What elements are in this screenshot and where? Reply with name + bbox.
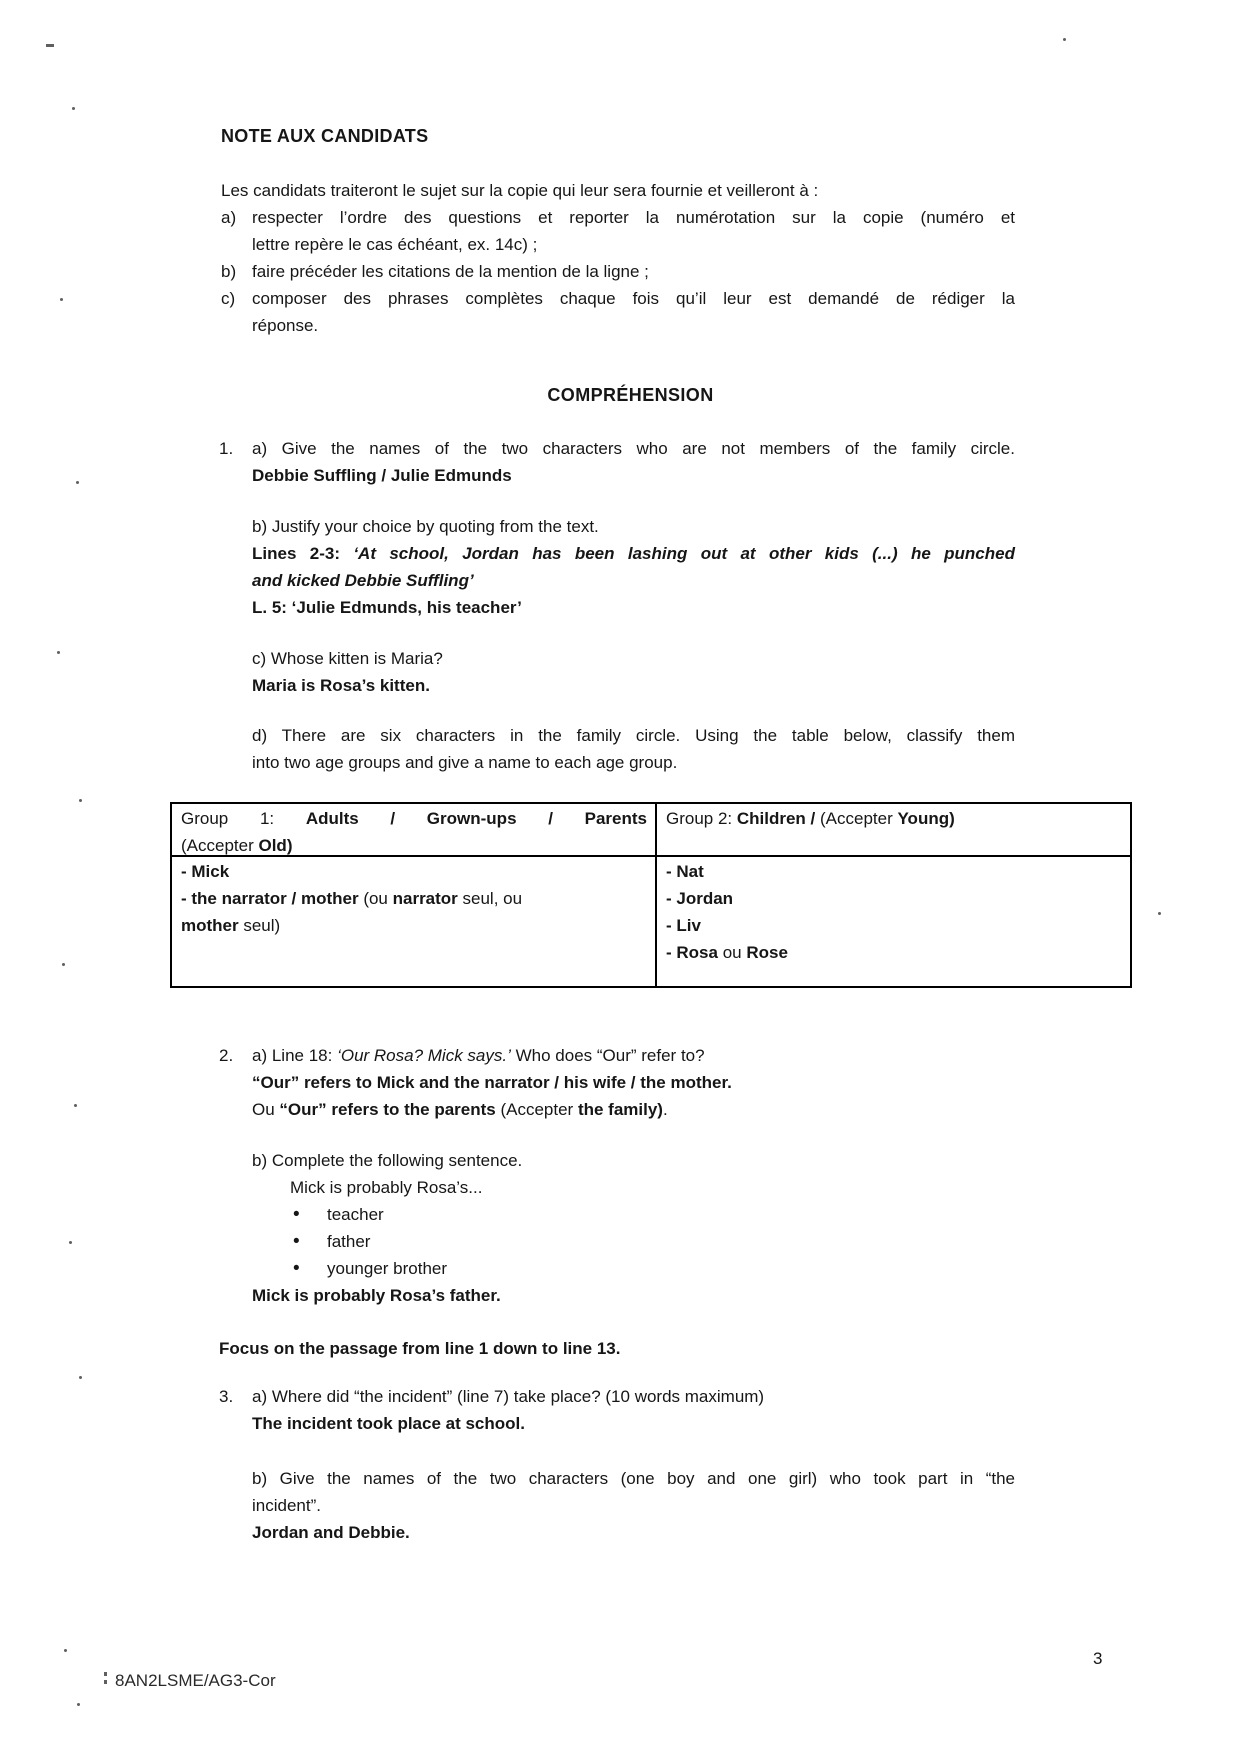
q2a-answer-line1: “Our” refers to Mick and the narrator / his wife / the mother. xyxy=(252,1073,732,1092)
q2b-question: b) Complete the following sentence. xyxy=(252,1151,523,1170)
group2-row: - Rosa ou Rose xyxy=(666,943,788,962)
note-item-c xyxy=(221,285,1015,339)
question-3-number: 3. xyxy=(219,1387,234,1406)
note-title: NOTE AUX CANDIDATS xyxy=(221,126,429,146)
question-2-number: 2. xyxy=(219,1046,234,1065)
q1a-question: a) Give the names of the two characters who are not members of the family circle. xyxy=(252,439,1015,458)
scan-speck xyxy=(46,44,54,47)
group1-row: mother seul) xyxy=(181,916,281,935)
note-item-a-line1: respecter l’ordre des questions et reporter la numérotation sur la copie (numéro et xyxy=(252,208,1015,227)
q3a-question: a) Where did “the incident” (line 7) take place? (10 words maximum) xyxy=(252,1387,765,1406)
question-1-number: 1. xyxy=(219,439,234,458)
group2-row: - Nat xyxy=(666,862,704,881)
scan-speck xyxy=(64,1649,67,1652)
group1-header-line1: Group 1: Adults / Grown-ups / Parents xyxy=(181,809,647,828)
note-item-c-line1: composer des phrases complètes chaque fois qu’il leur est demandé de rédiger la xyxy=(252,289,1015,308)
question-1 xyxy=(219,435,1015,776)
q1a-answer: Debbie Suffling / Julie Edmunds xyxy=(252,466,512,485)
q1c-question: c) Whose kitten is Maria? xyxy=(252,649,443,668)
scan-speck xyxy=(79,1376,82,1379)
scan-speck xyxy=(62,963,65,966)
scan-speck xyxy=(104,1680,107,1684)
note-item-c-label: c) xyxy=(221,289,236,308)
note-aux-candidats-section xyxy=(221,123,1015,339)
q2b-answer: Mick is probably Rosa’s father. xyxy=(252,1286,501,1305)
scan-speck xyxy=(1158,912,1161,915)
table-header-group1 xyxy=(172,804,657,857)
scan-speck xyxy=(104,1672,107,1676)
note-item-b xyxy=(221,258,1015,285)
q2b-option-teacher: • teacher xyxy=(293,1201,1015,1228)
q2a-answer-line2: Ou “Our” refers to the parents (Accepter the family). xyxy=(252,1100,668,1119)
scan-speck xyxy=(79,799,82,802)
q3b-question-line1: b) Give the names of the two characters (one boy and one girl) who took part in “the xyxy=(252,1469,1015,1488)
q2b-lead-in: Mick is probably Rosa’s... xyxy=(290,1178,483,1197)
page-number: 3 xyxy=(1093,1649,1103,1668)
q1d-question-line2: into two age groups and give a name to each age group. xyxy=(252,753,678,772)
question-3 xyxy=(219,1383,1015,1546)
section-title: COMPRÉHENSION xyxy=(547,385,714,405)
scan-speck xyxy=(60,298,63,301)
group2-row: - Jordan xyxy=(666,889,734,908)
table-body-group2 xyxy=(657,857,1130,986)
q1b-question: b) Justify your choice by quoting from the text. xyxy=(252,517,599,536)
table-header-group2 xyxy=(657,804,1130,857)
table-body-group1 xyxy=(172,857,657,986)
note-item-b-label: b) xyxy=(221,262,237,281)
q3b-question-line2: incident”. xyxy=(252,1496,321,1515)
q1d-question-line1: d) There are six characters in the family circle. Using the table below, classify them xyxy=(252,726,1015,745)
q1b-answer-line2: and kicked Debbie Suffling’ xyxy=(252,571,474,590)
scan-speck xyxy=(77,1703,80,1706)
age-groups-table xyxy=(170,802,1132,988)
note-item-a-label: a) xyxy=(221,208,237,227)
q3b-answer: Jordan and Debbie. xyxy=(252,1523,410,1542)
group1-row: - Mick xyxy=(181,862,230,881)
scan-speck xyxy=(57,651,60,654)
document-reference: 8AN2LSME/AG3-Cor xyxy=(115,1671,276,1690)
q2a-question: a) Line 18: ‘Our Rosa? Mick says.’ Who does “Our” refer to? xyxy=(252,1046,705,1065)
scan-speck xyxy=(1063,38,1066,41)
scan-speck xyxy=(72,107,75,110)
group1-row: - the narrator / mother (ou narrator seul, ou xyxy=(181,889,523,908)
q2b-option-younger-brother: • younger brother xyxy=(293,1255,1015,1282)
note-intro: Les candidats traiteront le sujet sur la copie qui leur sera fournie et veilleront à : xyxy=(221,181,819,200)
scan-speck xyxy=(76,481,79,484)
note-item-a-line2: lettre repère le cas échéant, ex. 14c) ; xyxy=(252,235,538,254)
q3a-answer: The incident took place at school. xyxy=(252,1414,525,1433)
group1-header-line2: (Accepter Old) xyxy=(181,836,293,855)
q2b-option-father: • father xyxy=(293,1228,1015,1255)
q1b-answer-line1: Lines 2-3: ‘At school, Jordan has been lashing out at other kids (...) he punched xyxy=(252,544,1015,563)
scan-speck xyxy=(74,1104,77,1107)
note-item-a xyxy=(221,204,1015,258)
note-item-b-line1: faire précéder les citations de la mention de la ligne ; xyxy=(252,262,649,281)
focus-instruction: Focus on the passage from line 1 down to line 13. xyxy=(219,1339,621,1358)
scan-speck xyxy=(69,1241,72,1244)
q1c-answer: Maria is Rosa’s kitten. xyxy=(252,676,430,695)
group2-row: - Liv xyxy=(666,916,701,935)
group2-header: Group 2: Children / (Accepter Young) xyxy=(666,809,955,828)
note-item-c-line2: réponse. xyxy=(252,316,319,335)
question-2 xyxy=(219,1042,1015,1309)
q1b-answer-line3: L. 5: ‘Julie Edmunds, his teacher’ xyxy=(252,598,522,617)
